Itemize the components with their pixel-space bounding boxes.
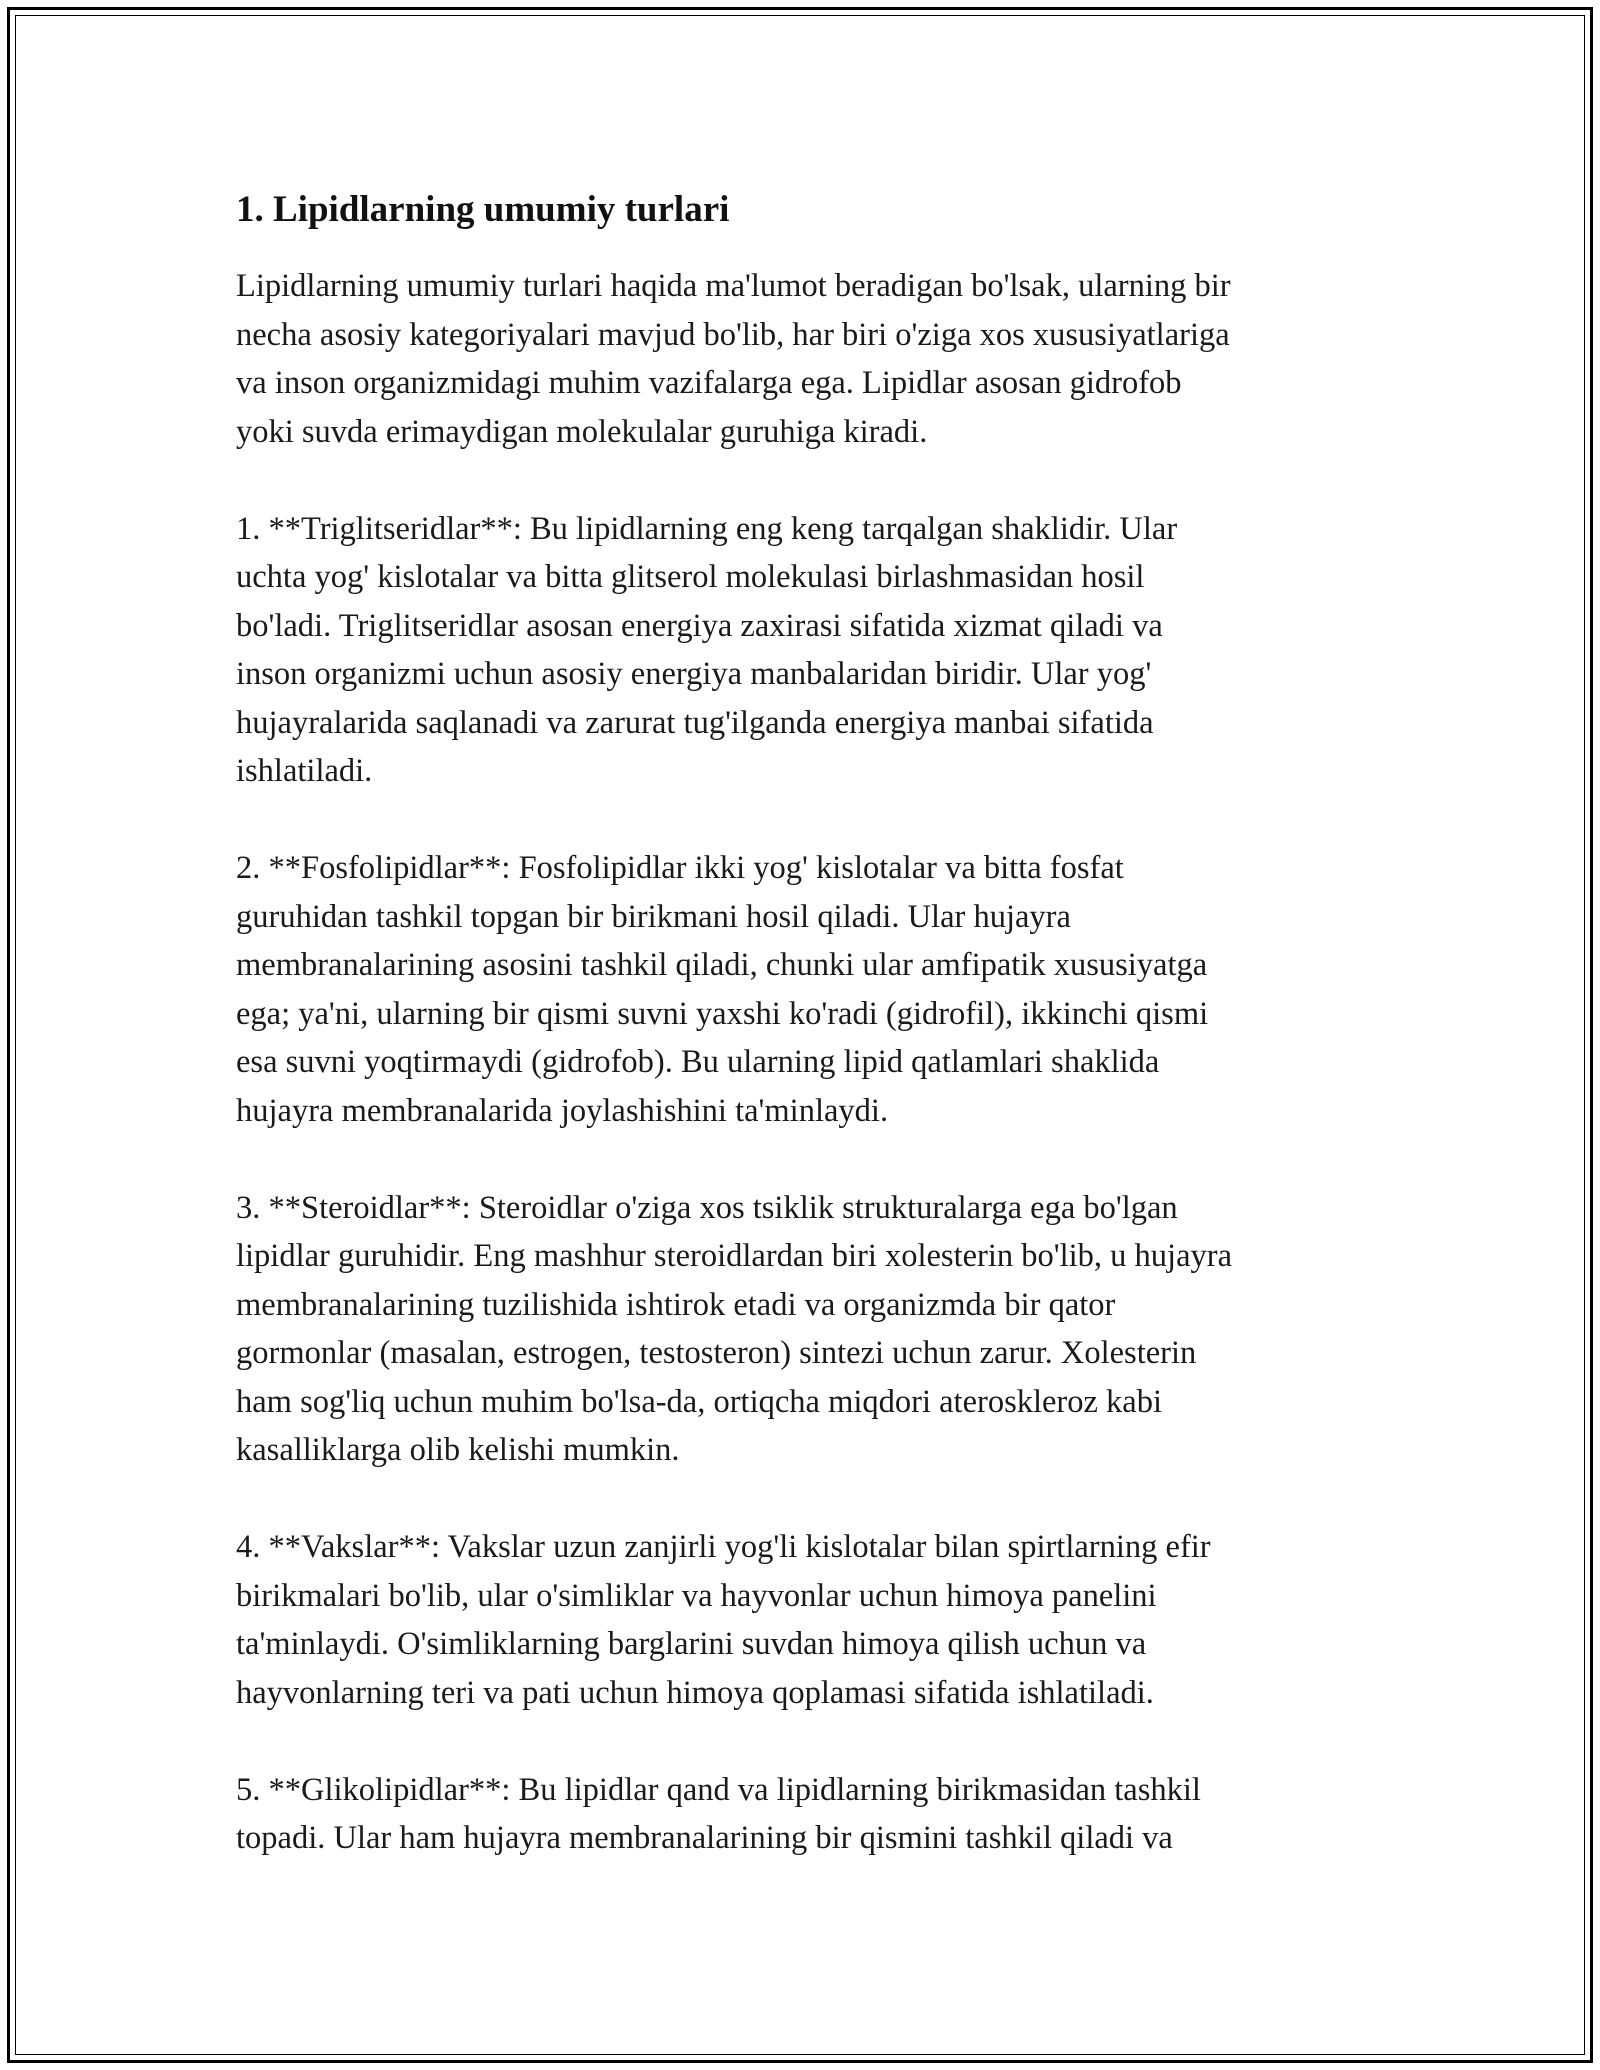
triglycerides-paragraph: 1. **Triglitseridlar**: Bu lipidlarning eng keng tarqalgan shaklidir. Ular uchta yog' kislotalar va bitta glitserol molekulasi birlashmasidan hosil bo'ladi. Triglitseridlar asosan energiya zaxirasi sifatida xizmat qiladi va inson organizmi uchun asosiy energiya manbalaridan biridir. Ular yog' hujayralarida saqlanadi va zarurat tug'ilganda energiya manbai sifatida ishlatiladi. [236,510,1178,789]
phospholipids-paragraph: 2. **Fosfolipidlar**: Fosfolipidlar ikki yog' kislotalar va bitta fosfat guruhidan tashkil topgan bir birikmani hosil qiladi. Ular hujayra membranalarining asosini tashkil qiladi, chunki ular amfipatik xususiyatga ega; ya'ni, ularning bir qismi suvni yaxshi ko'radi (gidrofil), ikkinchi qismi esa suvni yoqtirmaydi (gidrofob). Bu ularning lipid qatlamlari shaklida hujayra membranalarida joylashishini ta'minlaydi. [236,850,1209,1129]
intro-paragraph: Lipidlarning umumiy turlari haqida ma'lumot beradigan bo'lsak, ularning bir necha asosiy kategoriyalari mavjud bo'lib, har biri o'ziga xos xususiyatlariga va inson organizmidagi muhim vazifalarga ega. Lipidlar asosan gidrofob yoki suvda erimaydigan molekulalar guruhiga kiradi. [236,268,1231,450]
waxes-paragraph: 4. **Vakslar**: Vakslar uzun zanjirli yog'li kislotalar bilan spirtlarning efir birikmalari bo'lib, ular o'simliklar va hayvonlar uchun himoya panelini ta'minlaydi. O'simliklarning barglarini suvdan himoya qilish uchun va hayvonlarning teri va pati uchun himoya qoplamasi sifatida ishlatiladi. [236,1529,1211,1711]
glycolipids-paragraph: 5. **Glikolipidlar**: Bu lipidlar qand va lipidlarning birikmasidan tashkil topadi. Ular ham hujayra membranalarining bir qismini tashkil qiladi va [236,1771,1201,1856]
steroids-paragraph: 3. **Steroidlar**: Steroidlar o'ziga xos tsiklik strukturalarga ega bo'lgan lipidlar guruhidir. Eng mashhur steroidlardan biri xolesterin bo'lib, u hujayra membranalarining tuzilishida ishtirok etadi va organizmda bir qator gormonlar (masalan, estrogen, testosteron) sintezi uchun zarur. Xolesterin ham sog'liq uchun muhim bo'lsa-da, ortiqcha miqdori ateroskleroz kabi kasalliklarga olib kelishi mumkin. [236,1189,1232,1468]
document-body [236,186,1376,1911]
section-heading: 1. Lipidlarning umumiy turlari [236,189,730,230]
